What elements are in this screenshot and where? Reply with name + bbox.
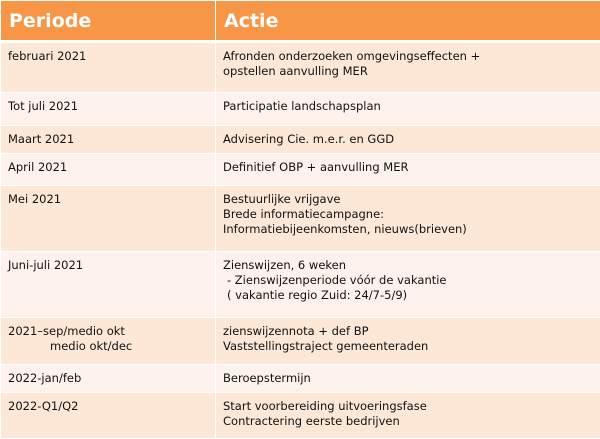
periode-text: medio okt/dec: [50, 339, 133, 354]
actie-text: Informatiebijeenkomsten, nieuws(brieven): [223, 222, 467, 237]
periode-cell: [1, 125, 216, 153]
periode-cell: [1, 93, 216, 126]
periode-cell: [1, 153, 216, 186]
actie-text: Vaststellingstraject gemeenteraden: [223, 339, 429, 354]
actie-text: Start voorbereiding uitvoeringsfase: [223, 398, 427, 413]
actie-text: Beroepstermijn: [223, 371, 311, 386]
periode-cell: [1, 251, 216, 318]
table-row: [1, 318, 600, 365]
periode-text: februari 2021: [8, 49, 87, 63]
periode-cell: [1, 365, 216, 393]
actie-text: Advisering Cie. m.e.r. en GGD: [223, 131, 395, 146]
actie-cell: [216, 42, 600, 93]
periode-text: Tot juli 2021: [8, 99, 79, 114]
actie-text: Contractering eerste bedrijven: [223, 413, 400, 428]
table-row: [1, 153, 600, 186]
actie-text: zienswijzennota + def BP: [223, 324, 369, 339]
actie-cell: [216, 365, 600, 393]
table-row: [1, 93, 600, 126]
header-actie: Actie: [216, 1, 600, 42]
periode-text: Juni-juli 2021: [8, 257, 84, 272]
actie-text: Zienswijzen, 6 weken: [223, 257, 347, 272]
actie-cell: [216, 186, 600, 251]
table-row: [1, 392, 600, 438]
periode-cell: [1, 318, 216, 365]
table-row: [1, 251, 600, 318]
periode-text: April 2021: [8, 159, 68, 174]
periode-text: 2021–sep/medio okt: [8, 324, 125, 339]
periode-cell: [1, 392, 216, 438]
table-row: [1, 186, 600, 251]
actie-cell: [216, 93, 600, 126]
header-row: [1, 1, 600, 42]
periode-text: Maart 2021: [8, 131, 75, 146]
actie-cell: [216, 125, 600, 153]
actie-text: Participatie landschapsplan: [223, 99, 381, 114]
periode-cell: [1, 186, 216, 251]
table-row: [1, 365, 600, 393]
actie-cell: [216, 392, 600, 438]
actie-text: Definitief OBP + aanvulling MER: [223, 159, 409, 174]
actie-text: Afronden onderzoeken omgevingseffecten +: [223, 49, 481, 63]
periode-text: Mei 2021: [8, 192, 62, 207]
actie-cell: [216, 153, 600, 186]
header-periode: Periode: [1, 1, 216, 42]
actie-text: opstellen aanvulling MER: [223, 64, 368, 78]
periode-cell: [1, 42, 216, 93]
actie-cell: [216, 318, 600, 365]
actie-text: Bestuurlijke vrijgave: [223, 192, 341, 207]
actie-text: Brede informatiecampagne:: [223, 207, 385, 222]
periode-text: 2022-jan/feb: [8, 371, 82, 386]
table-row: [1, 125, 600, 153]
table-row: [1, 42, 600, 93]
actie-text: - Zienswijzenperiode vóór de vakantie: [227, 272, 447, 287]
periode-text: 2022-Q1/Q2: [8, 398, 79, 413]
actie-cell: [216, 251, 600, 318]
actie-text: ( vakantie regio Zuid: 24/7-5/9): [227, 287, 408, 302]
